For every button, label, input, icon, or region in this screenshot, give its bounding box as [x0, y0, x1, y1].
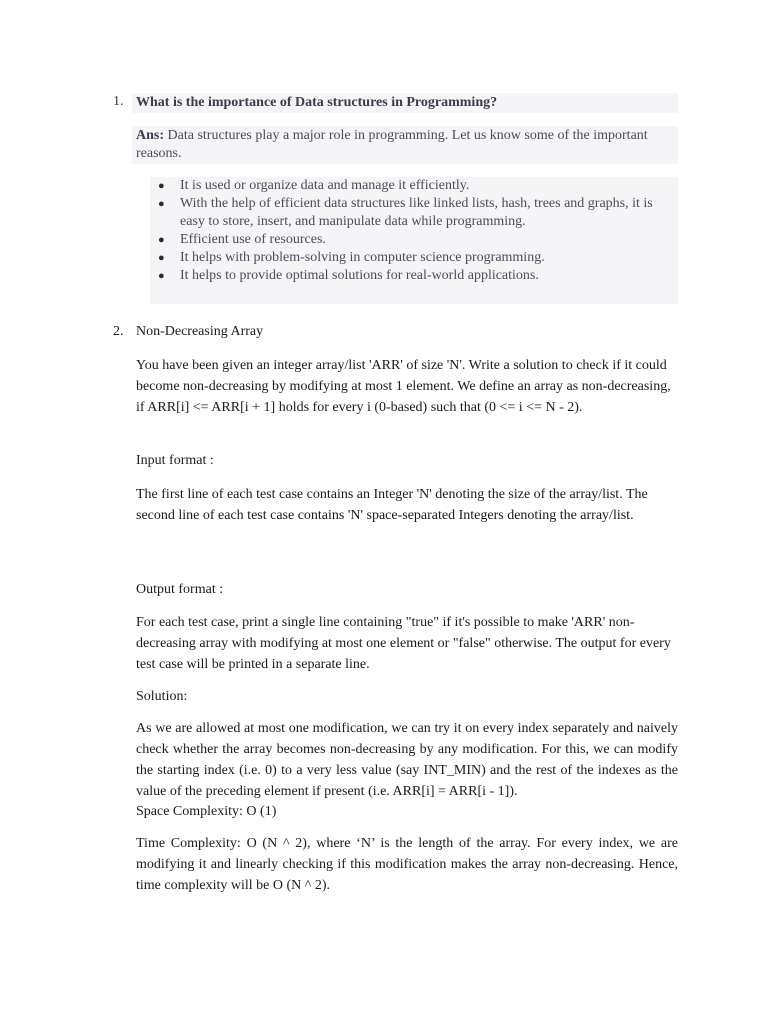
question-1-answer: [132, 126, 678, 164]
list-item: ● It is used or organize data and manage it efficiently.: [150, 177, 678, 195]
space-complexity: Space Complexity: O (1): [136, 804, 277, 819]
problem-description: You have been given an integer array/list 'ARR' of size 'N'. Write a solution to check if it could become non-decreasing by modifying at most 1 element. We define an array as non-decreasing, if ARR[i] <= ARR[i + 1] holds for every i (0-based) such that (0 <= i <= N - 2).: [136, 358, 671, 415]
input-format-text: The first line of each test case contains an Integer 'N' denoting the size of the array/list. The second line of each test case contains 'N' space-separated Integers denoting the array/list.: [136, 487, 648, 523]
reasons-list: [150, 177, 678, 304]
solution-heading: Solution:: [136, 689, 188, 704]
answer-label: Ans:: [136, 128, 165, 143]
question-1-title: What is the importance of Data structures in Programming?: [132, 93, 678, 113]
output-format-text: For each test case, print a single line containing "true" if it's possible to make 'ARR' non-decreasing array with modifying at most one element or "false" otherwise. The output for every test case will be printed in a separate line.: [136, 615, 671, 672]
list-item: ● It helps to provide optimal solutions for real-world applications.: [150, 267, 678, 285]
output-format-heading: Output format :: [136, 582, 224, 597]
question-1-number: 1.: [113, 94, 124, 109]
answer-text: Data structures play a major role in programming. Let us know some of the important reasons.: [136, 128, 648, 161]
list-item: ● Efficient use of resources.: [150, 231, 678, 249]
question-2-number: 2.: [113, 324, 124, 339]
time-complexity: Time Complexity: O (N ^ 2), where ‘N’ is the length of the array. For every index, we are modifying it and linearly checking if this modification makes the array non-decreasing. Hence, time complexity will be O (N ^ 2).: [136, 836, 678, 893]
list-item: ● It helps with problem-solving in computer science programming.: [150, 249, 678, 267]
list-item: ● With the help of efficient data structures like linked lists, hash, trees and graphs, it is easy to store, insert, and manipulate data while programming.: [150, 195, 678, 231]
input-format-heading: Input format :: [136, 453, 214, 468]
solution-text: As we are allowed at most one modification, we can try it on every index separately and naively check whether the array becomes non-decreasing by any modification. For this, we can modify the starting index (i.e. 0) to a very less value (say INT_MIN) and the rest of the indexes as the value of the preceding element if present (i.e. ARR[i] = ARR[i - 1]).: [136, 721, 678, 799]
question-2-title: Non-Decreasing Array: [136, 324, 264, 339]
